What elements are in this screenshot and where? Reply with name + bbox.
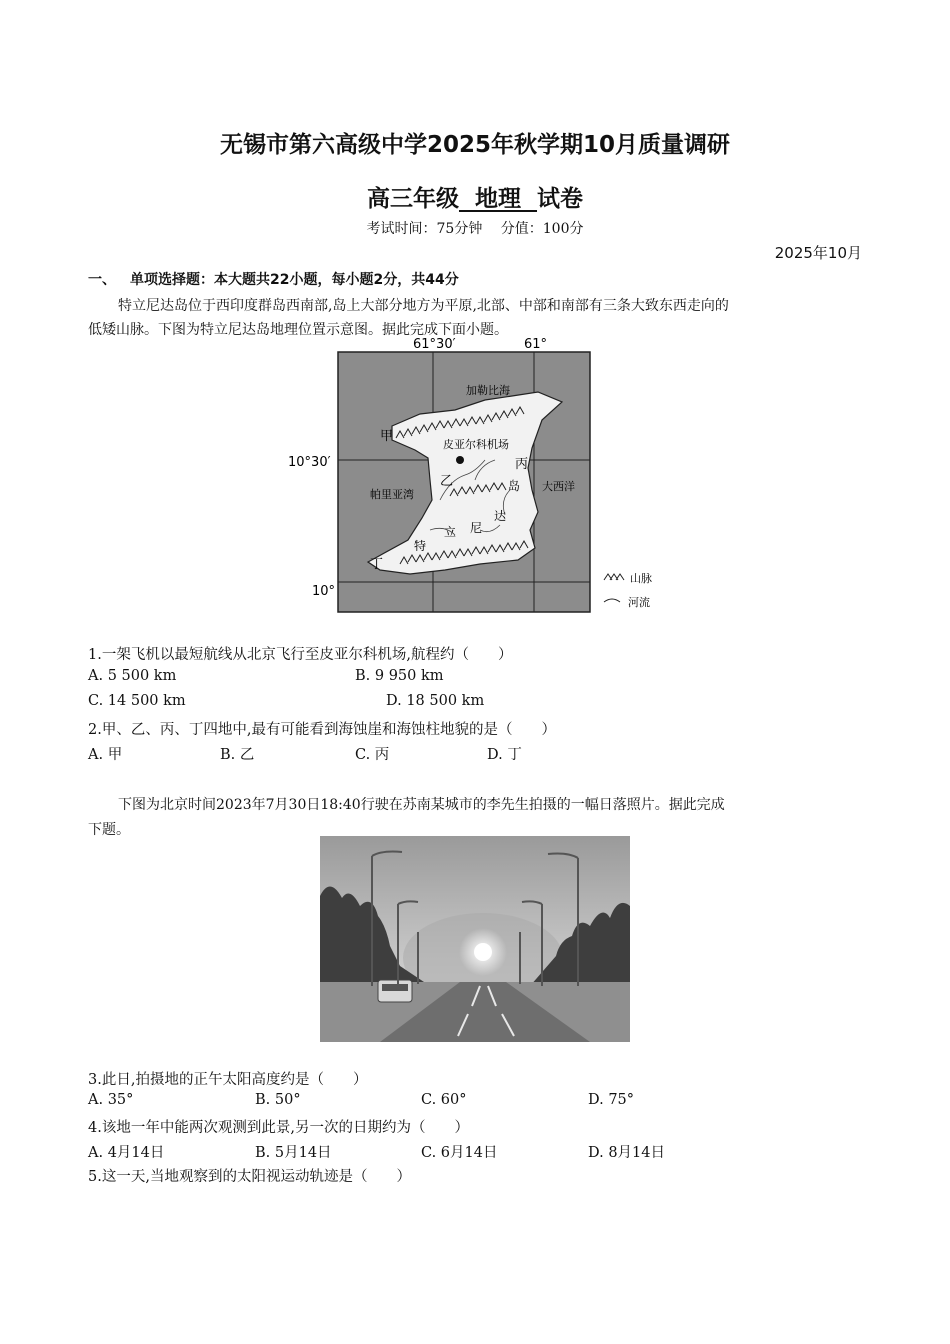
label-caribbean: 加勒比海 — [466, 384, 510, 397]
section-number: 一、 — [88, 272, 116, 288]
q4-option-b: B. 5月14日 — [255, 1145, 332, 1161]
legend-mountain: 山脉 — [630, 572, 652, 585]
passage2-line1: 下图为北京时间2023年7月30日18:40行驶在苏南某城市的李先生拍摄的一幅日落照片。据此完成 — [118, 797, 725, 813]
q4-option-a: A. 4月14日 — [88, 1145, 165, 1161]
passage1-line1: 特立尼达岛位于西印度群岛西南部,岛上大部分地方为平原,北部、中部和南部有三条大致东西走向的 — [118, 298, 729, 314]
q3-option-a: A. 35° — [88, 1092, 134, 1108]
lon-label-2: 61° — [524, 337, 548, 352]
label-airport: 皮亚尔科机场 — [443, 438, 509, 451]
label-atlantic: 大西洋 — [542, 480, 575, 493]
label-island-1: 岛 — [508, 479, 521, 493]
legend — [604, 572, 652, 609]
passage2-line2: 下题。 — [88, 822, 130, 838]
q3-stem: 3.此日,拍摄地的正午太阳高度约是（ ） — [88, 1072, 368, 1088]
paper-label: 试卷 — [537, 186, 584, 212]
q1-option-b: B. 9 950 km — [355, 668, 444, 684]
q2-option-a: A. 甲 — [88, 747, 123, 763]
grade-label: 高三年级 — [366, 186, 459, 212]
paper-title — [0, 180, 950, 213]
label-island-4: 立 — [444, 525, 457, 539]
q3-option-b: B. 50° — [255, 1092, 301, 1108]
label-bing: 丙 — [515, 457, 529, 472]
label-yi: 乙 — [440, 474, 454, 489]
q2-option-b: B. 乙 — [220, 747, 255, 763]
q4-option-d: D. 8月14日 — [588, 1145, 666, 1161]
section-heading: 单项选择题：本大题共22小题，每小题2分，共44分 — [130, 272, 459, 288]
label-jia: 甲 — [380, 429, 394, 444]
q4-stem: 4.该地一年中能两次观测到此景,另一次的日期约为（ ） — [88, 1120, 469, 1136]
legend-river: 河流 — [628, 596, 650, 609]
q1-stem: 1.一架飞机以最短航线从北京飞行至皮亚尔科机场,航程约（ ） — [88, 647, 513, 663]
q1-option-c: C. 14 500 km — [88, 693, 186, 709]
label-island-3: 尼 — [470, 521, 483, 535]
trinidad-map — [280, 330, 680, 620]
q3-option-c: C. 60° — [421, 1092, 467, 1108]
q3-option-d: D. 75° — [588, 1092, 635, 1108]
label-island-2: 达 — [494, 509, 507, 523]
lon-label-1: 61°30′ — [413, 337, 456, 352]
q2-stem: 2.甲、乙、丙、丁四地中,最有可能看到海蚀崖和海蚀柱地貌的是（ ） — [88, 722, 556, 738]
sunset-photo — [320, 836, 630, 1042]
lat-label-2: 10° — [312, 584, 336, 599]
exam-date: 2025年10月 — [774, 244, 862, 262]
q2-option-d: D. 丁 — [487, 747, 522, 763]
label-gulf: 帕里亚湾 — [370, 488, 414, 501]
passage1-line2: 低矮山脉。下图为特立尼达岛地理位置示意图。据此完成下面小题。 — [88, 322, 508, 338]
q5-stem: 5.这一天,当地观察到的太阳视运动轨迹是（ ） — [88, 1169, 411, 1185]
exam-info: 考试时间：75分钟 分值：100分 — [366, 221, 584, 237]
lat-label-1: 10°30′ — [288, 455, 331, 470]
q1-option-a: A. 5 500 km — [88, 668, 177, 684]
q4-option-c: C. 6月14日 — [421, 1145, 498, 1161]
q1-option-d: D. 18 500 km — [386, 693, 485, 709]
school-title: 无锡市第六高级中学2025年秋学期10月质量调研 — [219, 132, 731, 158]
label-ding: 丁 — [370, 557, 384, 572]
label-island-5: 特 — [414, 539, 427, 553]
airport-dot — [456, 456, 464, 464]
subject-label: 地理 — [475, 186, 521, 212]
q2-option-c: C. 丙 — [355, 747, 390, 763]
